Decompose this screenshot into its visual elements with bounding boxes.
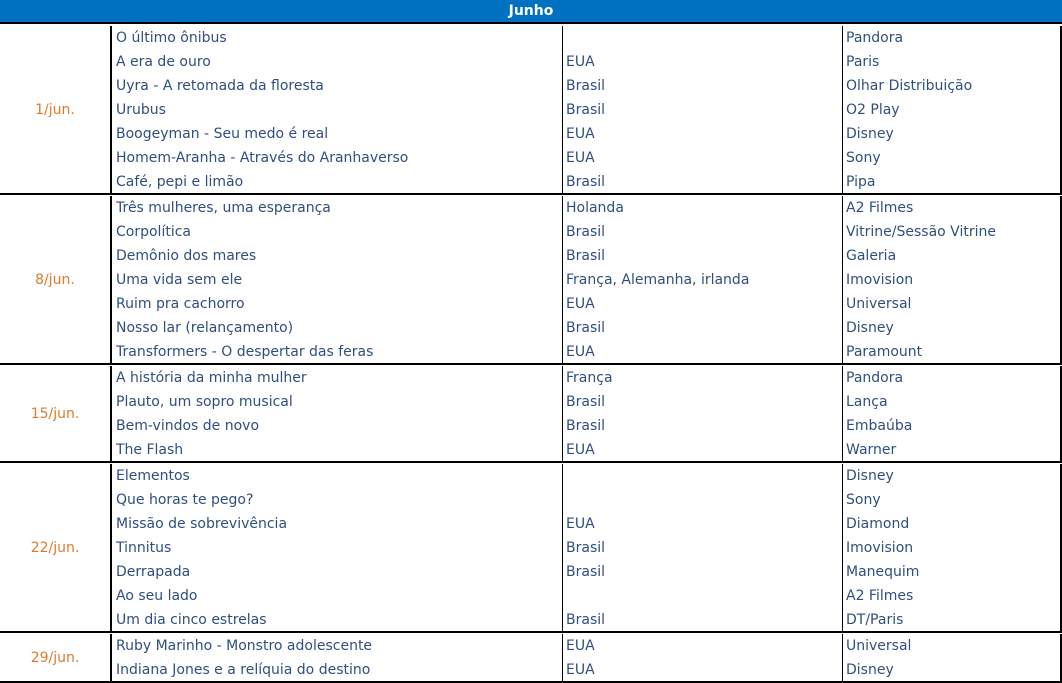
- film-title-cell[interactable]: Nosso lar (relançamento): [116, 320, 294, 336]
- film-title-cell[interactable]: Ruim pra cachorro: [116, 296, 245, 312]
- distributor-cell[interactable]: Diamond: [846, 516, 910, 532]
- month-title: Junho: [508, 3, 554, 19]
- film-title-cell[interactable]: O último ônibus: [116, 30, 227, 46]
- table-row: [0, 634, 1062, 658]
- distributor-cell[interactable]: A2 Filmes: [846, 200, 914, 216]
- week-block: [0, 634, 1062, 683]
- distributor-cell[interactable]: Disney: [846, 468, 894, 484]
- distributor-cell[interactable]: Olhar Distribuição: [846, 78, 973, 94]
- distributor-cell[interactable]: Warner: [846, 442, 897, 458]
- country-cell[interactable]: [566, 488, 840, 512]
- table-row: [0, 170, 1062, 194]
- film-title-cell[interactable]: Missão de sobrevivência: [116, 516, 288, 532]
- country-cell[interactable]: EUA: [566, 516, 595, 532]
- table-row: [0, 244, 1062, 268]
- film-title-cell[interactable]: Café, pepi e limão: [116, 174, 244, 190]
- film-title-cell[interactable]: Transformers - O despertar das feras: [116, 344, 374, 360]
- table-row: [0, 268, 1062, 292]
- country-cell[interactable]: Brasil: [566, 78, 606, 94]
- table-row: [0, 608, 1062, 632]
- table-row: [0, 464, 1062, 488]
- film-title-cell[interactable]: Bem-vindos de novo: [116, 418, 260, 434]
- table-row: [0, 26, 1062, 50]
- week-date[interactable]: 1/jun.: [0, 26, 112, 193]
- film-title-cell[interactable]: Ao seu lado: [116, 588, 198, 604]
- film-title-cell[interactable]: Ruby Marinho - Monstro adolescente: [116, 638, 373, 654]
- distributor-cell[interactable]: Universal: [846, 296, 912, 312]
- film-title-cell[interactable]: A história da minha mulher: [116, 370, 307, 386]
- distributor-cell[interactable]: Imovision: [846, 272, 914, 288]
- table-row: [0, 658, 1062, 682]
- distributor-cell[interactable]: Pipa: [846, 174, 876, 190]
- table-row: [0, 316, 1062, 340]
- film-title-cell[interactable]: Tinnitus: [116, 540, 172, 556]
- table-row: [0, 146, 1062, 170]
- country-cell[interactable]: Brasil: [566, 540, 606, 556]
- week-block: [0, 366, 1062, 463]
- country-cell[interactable]: França, Alemanha, irlanda: [566, 272, 750, 288]
- table-row: [0, 438, 1062, 462]
- country-cell[interactable]: Brasil: [566, 102, 606, 118]
- table-row: [0, 414, 1062, 438]
- distributor-cell[interactable]: Sony: [846, 492, 881, 508]
- distributor-cell[interactable]: Sony: [846, 150, 881, 166]
- table-row: [0, 366, 1062, 390]
- month-header: [0, 0, 1062, 24]
- week-date[interactable]: 15/jun.: [0, 366, 112, 461]
- table-row: [0, 292, 1062, 316]
- week-block: [0, 196, 1062, 365]
- table-row: [0, 536, 1062, 560]
- country-cell[interactable]: EUA: [566, 344, 595, 360]
- table-row: [0, 340, 1062, 364]
- week-date[interactable]: 8/jun.: [0, 196, 112, 363]
- country-cell[interactable]: [566, 26, 840, 50]
- table-row: [0, 196, 1062, 220]
- distributor-cell[interactable]: Disney: [846, 662, 894, 678]
- distributor-cell[interactable]: Paramount: [846, 344, 923, 360]
- week-date[interactable]: 29/jun.: [0, 634, 112, 681]
- distributor-cell[interactable]: Manequim: [846, 564, 920, 580]
- distributor-cell[interactable]: Imovision: [846, 540, 914, 556]
- country-cell[interactable]: [566, 584, 840, 608]
- film-title-cell[interactable]: Derrapada: [116, 564, 191, 580]
- distributor-cell[interactable]: O2 Play: [846, 102, 900, 118]
- film-title-cell[interactable]: The Flash: [116, 442, 184, 458]
- table-row: [0, 74, 1062, 98]
- country-cell[interactable]: França: [566, 370, 613, 386]
- table-row: [0, 390, 1062, 414]
- table-row: [0, 98, 1062, 122]
- country-cell[interactable]: EUA: [566, 662, 595, 678]
- film-title-cell[interactable]: Três mulheres, uma esperança: [116, 200, 331, 216]
- table-row: [0, 560, 1062, 584]
- country-cell[interactable]: Brasil: [566, 174, 606, 190]
- week-block: [0, 464, 1062, 633]
- distributor-cell[interactable]: Galeria: [846, 248, 897, 264]
- country-cell[interactable]: EUA: [566, 150, 595, 166]
- distributor-cell[interactable]: A2 Filmes: [846, 588, 914, 604]
- table-row: [0, 488, 1062, 512]
- distributor-cell[interactable]: Paris: [846, 54, 880, 70]
- distributor-cell[interactable]: DT/Paris: [846, 612, 904, 628]
- film-title-cell[interactable]: Indiana Jones e a relíquia do destino: [116, 662, 371, 678]
- country-cell[interactable]: EUA: [566, 54, 595, 70]
- film-title-cell[interactable]: Que horas te pego?: [116, 492, 254, 508]
- country-cell[interactable]: Brasil: [566, 394, 606, 410]
- distributor-cell[interactable]: Disney: [846, 320, 894, 336]
- table-row: [0, 122, 1062, 146]
- country-cell[interactable]: Brasil: [566, 612, 606, 628]
- distributor-cell[interactable]: Disney: [846, 126, 894, 142]
- film-title-cell[interactable]: Uyra - A retomada da floresta: [116, 78, 324, 94]
- distributor-cell[interactable]: Pandora: [846, 370, 904, 386]
- film-title-cell[interactable]: Plauto, um sopro musical: [116, 394, 293, 410]
- distributor-cell[interactable]: Pandora: [846, 30, 904, 46]
- film-title-cell[interactable]: Urubus: [116, 102, 166, 118]
- country-cell[interactable]: EUA: [566, 442, 595, 458]
- week-block: [0, 26, 1062, 195]
- country-cell[interactable]: EUA: [566, 126, 595, 142]
- film-title-cell[interactable]: A era de ouro: [116, 54, 211, 70]
- film-title-cell[interactable]: Um dia cinco estrelas: [116, 612, 267, 628]
- film-title-cell[interactable]: Elementos: [116, 468, 190, 484]
- table-row: [0, 220, 1062, 244]
- distributor-cell[interactable]: Vitrine/Sessão Vitrine: [846, 224, 996, 240]
- country-cell[interactable]: Brasil: [566, 564, 606, 580]
- table-row: [0, 584, 1062, 608]
- distributor-cell[interactable]: Universal: [846, 638, 912, 654]
- country-cell[interactable]: Brasil: [566, 320, 606, 336]
- country-cell[interactable]: EUA: [566, 638, 595, 654]
- country-cell[interactable]: Brasil: [566, 224, 606, 240]
- table-row: [0, 50, 1062, 74]
- film-title-cell[interactable]: Corpolítica: [116, 224, 191, 240]
- week-date[interactable]: 22/jun.: [0, 464, 112, 631]
- country-cell[interactable]: EUA: [566, 296, 595, 312]
- country-cell[interactable]: Brasil: [566, 418, 606, 434]
- film-title-cell[interactable]: Demônio dos mares: [116, 248, 257, 264]
- film-title-cell[interactable]: Uma vida sem ele: [116, 272, 243, 288]
- film-title-cell[interactable]: Homem-Aranha - Através do Aranhaverso: [116, 150, 409, 166]
- table-row: [0, 512, 1062, 536]
- country-cell[interactable]: [566, 464, 840, 488]
- country-cell[interactable]: Brasil: [566, 248, 606, 264]
- distributor-cell[interactable]: Embaúba: [846, 418, 913, 434]
- distributor-cell[interactable]: Lança: [846, 394, 888, 410]
- country-cell[interactable]: Holanda: [566, 200, 624, 216]
- film-title-cell[interactable]: Boogeyman - Seu medo é real: [116, 126, 329, 142]
